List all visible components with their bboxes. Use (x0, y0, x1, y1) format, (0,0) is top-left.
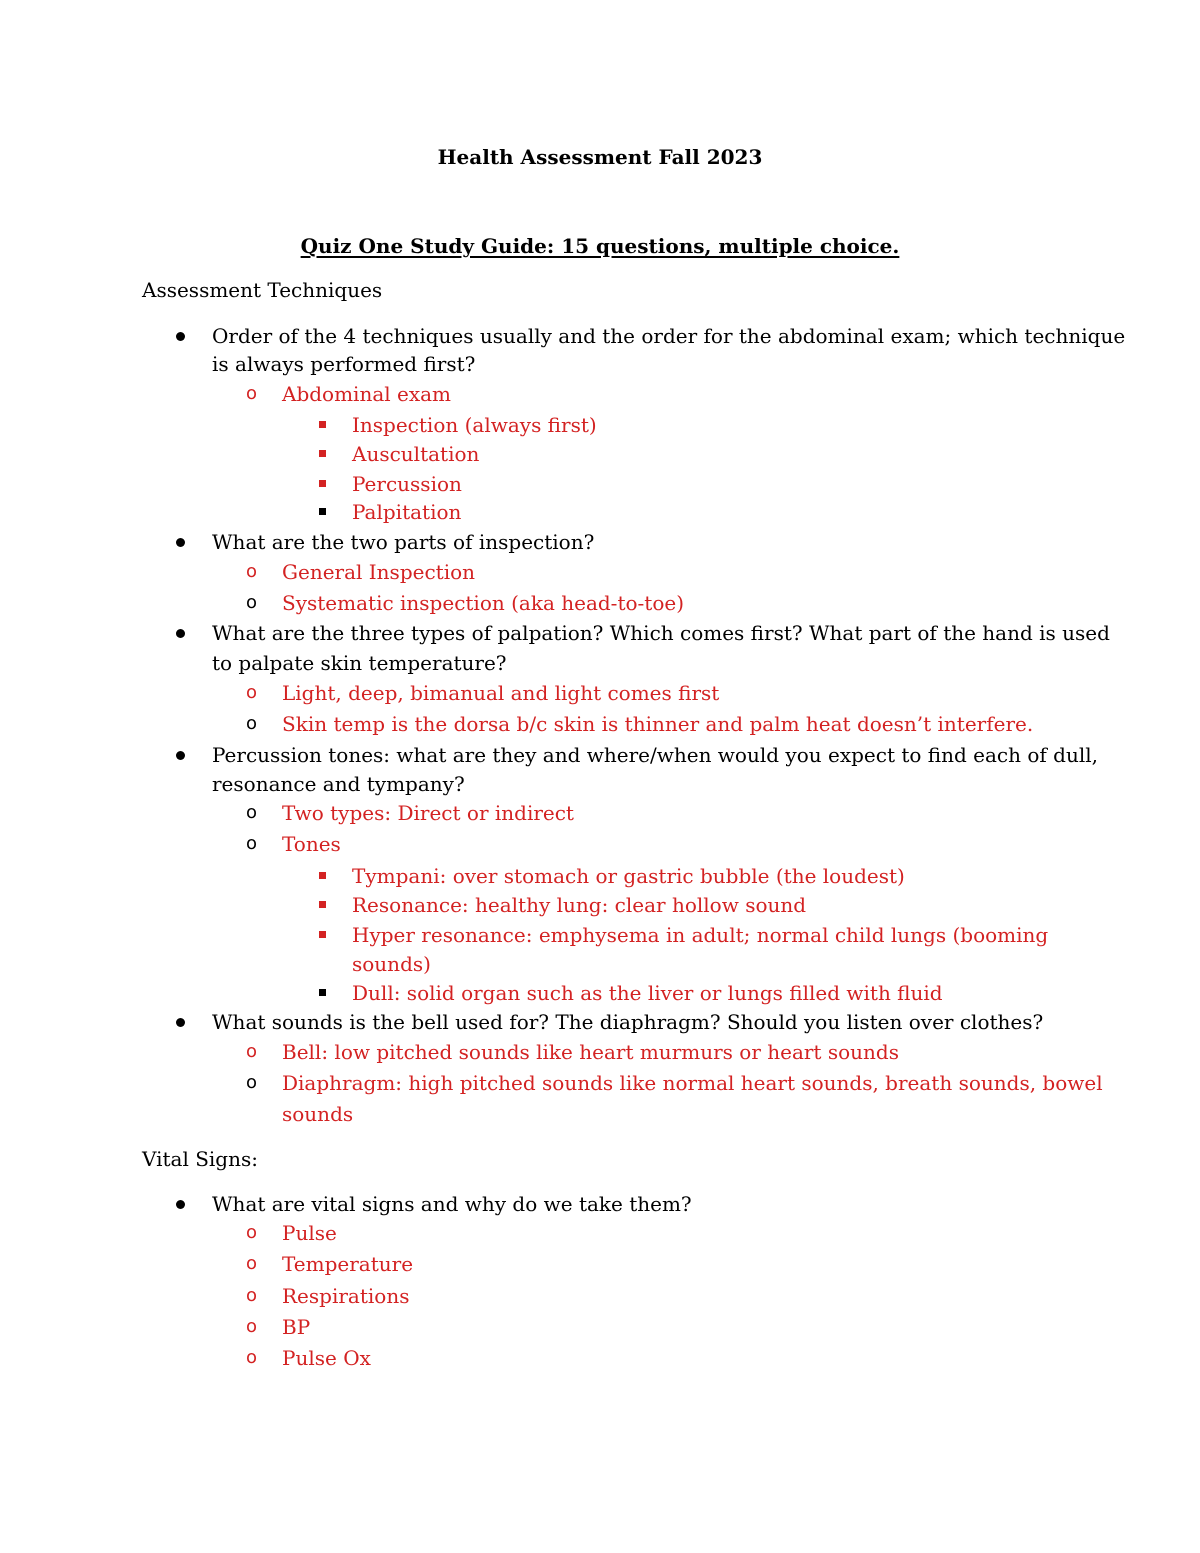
section-heading-assessment: Assessment Techniques (142, 278, 383, 302)
bullet-square-icon (319, 989, 326, 996)
bullet-square-icon (319, 872, 326, 879)
bullet-circle-icon: o (246, 1316, 258, 1337)
bullet-square-icon (319, 508, 326, 515)
bullet-dot-icon (176, 538, 185, 547)
answer-text: Systematic inspection (aka head-to-toe) (282, 591, 684, 615)
bullet-dot-icon (176, 629, 185, 638)
bullet-square-icon (319, 450, 326, 457)
answer-text: Skin temp is the dorsa b/c skin is thinner and palm heat doesn’t interfere. (282, 712, 1034, 736)
document-title: Health Assessment Fall 2023 (437, 145, 763, 169)
bullet-square-icon (319, 901, 326, 908)
section-heading-vitals: Vital Signs: (142, 1147, 258, 1171)
bullet-circle-icon: o (246, 802, 258, 823)
document-subtitle: Quiz One Study Guide: 15 questions, multiple choice. (300, 234, 900, 258)
question-text: to palpate skin temperature? (212, 651, 507, 675)
bullet-circle-icon: o (246, 1285, 258, 1306)
bullet-circle-icon: o (246, 1347, 258, 1368)
bullet-circle-icon: o (246, 1222, 258, 1243)
question-text: resonance and tympany? (212, 772, 465, 796)
answer-subitem: sounds) (352, 952, 431, 976)
answer-text: Light, deep, bimanual and light comes first (282, 681, 720, 705)
answer-text: Pulse Ox (282, 1346, 371, 1370)
answer-subitem: Inspection (always first) (352, 413, 597, 437)
bullet-circle-icon: o (246, 1253, 258, 1274)
bullet-circle-icon: o (246, 383, 258, 404)
answer-text: Diaphragm: high pitched sounds like normal heart sounds, breath sounds, bowel (282, 1071, 1103, 1095)
bullet-dot-icon (176, 751, 185, 760)
bullet-circle-icon: o (246, 1041, 258, 1062)
bullet-circle-icon: o (246, 682, 258, 703)
answer-text: Pulse (282, 1221, 337, 1245)
answer-subitem: Palpitation (352, 500, 462, 524)
question-text: What are vital signs and why do we take them? (212, 1192, 692, 1216)
bullet-circle-icon: o (246, 833, 258, 854)
bullet-square-icon (319, 931, 326, 938)
question-text: Order of the 4 techniques usually and the order for the abdominal exam; which technique (212, 324, 1126, 348)
question-text: What sounds is the bell used for? The diaphragm? Should you listen over clothes? (212, 1010, 1044, 1034)
answer-text: Tones (282, 832, 341, 856)
answer-text: Bell: low pitched sounds like heart murmurs or heart sounds (282, 1040, 899, 1064)
bullet-circle-icon: o (246, 561, 258, 582)
answer-subitem: Auscultation (352, 442, 480, 466)
bullet-dot-icon (176, 1200, 185, 1209)
answer-text: Abdominal exam (282, 382, 452, 406)
question-text: What are the two parts of inspection? (212, 530, 595, 554)
answer-subitem: Tympani: over stomach or gastric bubble (the loudest) (352, 864, 905, 888)
answer-subitem: Percussion (352, 472, 462, 496)
bullet-dot-icon (176, 332, 185, 341)
answer-text: sounds (282, 1102, 354, 1126)
bullet-square-icon (319, 480, 326, 487)
answer-subitem: Dull: solid organ such as the liver or lungs filled with fluid (352, 981, 943, 1005)
answer-subitem: Resonance: healthy lung: clear hollow sound (352, 893, 807, 917)
bullet-circle-icon: o (246, 713, 258, 734)
answer-text: Two types: Direct or indirect (282, 801, 574, 825)
answer-text: General Inspection (282, 560, 476, 584)
question-text: What are the three types of palpation? Which comes first? What part of the hand is used (212, 621, 1110, 645)
question-text: is always performed first? (212, 352, 476, 376)
bullet-circle-icon: o (246, 1072, 258, 1093)
answer-text: Respirations (282, 1284, 410, 1308)
bullet-square-icon (319, 421, 326, 428)
bullet-dot-icon (176, 1018, 185, 1027)
answer-subitem: Hyper resonance: emphysema in adult; normal child lungs (booming (352, 923, 1049, 947)
answer-text: Temperature (282, 1252, 414, 1276)
question-text: Percussion tones: what are they and where/when would you expect to find each of dull, (212, 743, 1098, 767)
answer-text: BP (282, 1315, 311, 1339)
bullet-circle-icon: o (246, 592, 258, 613)
